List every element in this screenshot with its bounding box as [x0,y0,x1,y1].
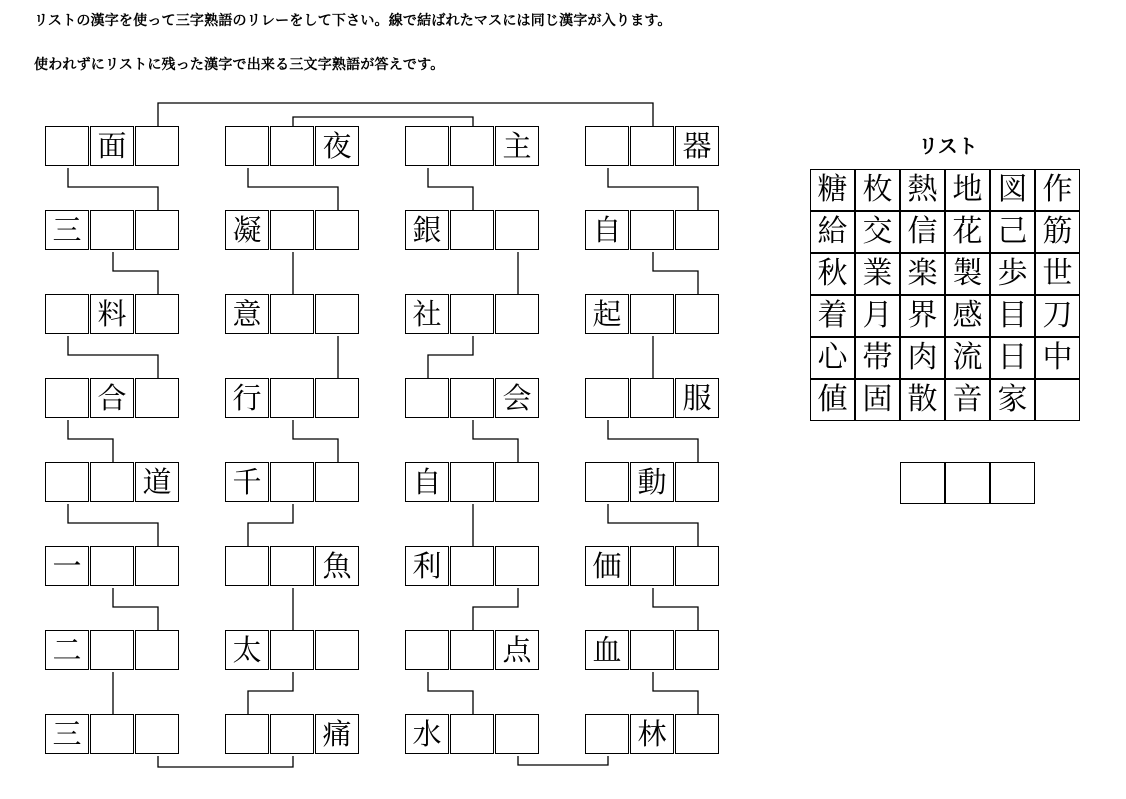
connector-line [653,672,698,714]
list-kanji-cell: 日 [990,337,1035,379]
puzzle-cell[interactable] [270,714,314,754]
puzzle-cell[interactable] [450,546,494,586]
connector-line [113,588,158,630]
list-kanji-cell: 給 [810,211,855,253]
list-kanji-cell: 音 [945,379,990,421]
list-kanji-cell: 信 [900,211,945,253]
list-kanji-cell: 業 [855,253,900,295]
puzzle-cell[interactable] [315,210,359,250]
puzzle-cell[interactable] [630,546,674,586]
puzzle-cell[interactable]: 太 [225,630,269,670]
list-kanji-cell: 筋 [1035,211,1080,253]
list-kanji-cell: 界 [900,295,945,337]
puzzle-cell[interactable] [450,210,494,250]
list-kanji-cell: 製 [945,253,990,295]
list-kanji-cell: 花 [945,211,990,253]
list-kanji-cell: 地 [945,169,990,211]
puzzle-cell[interactable]: 三 [45,210,89,250]
list-kanji-cell: 目 [990,295,1035,337]
puzzle-cell[interactable]: 銀 [405,210,449,250]
puzzle-cell[interactable] [630,210,674,250]
list-kanji-cell: 秋 [810,253,855,295]
list-title: リスト [918,134,978,158]
puzzle-cell[interactable] [270,210,314,250]
puzzle-cell[interactable]: 水 [405,714,449,754]
puzzle-cell[interactable] [225,714,269,754]
puzzle-cell[interactable]: 痛 [315,714,359,754]
puzzle-cell[interactable] [630,630,674,670]
puzzle-cell[interactable] [135,378,179,418]
puzzle-cell[interactable]: 料 [90,294,134,334]
puzzle-cell[interactable] [495,546,539,586]
puzzle-cell[interactable]: 起 [585,294,629,334]
connector-line [428,168,473,210]
list-kanji-cell: 値 [810,379,855,421]
puzzle-cell[interactable]: 一 [45,546,89,586]
puzzle-cell[interactable]: 主 [495,126,539,166]
puzzle-cell[interactable]: 千 [225,462,269,502]
puzzle-cell[interactable] [630,126,674,166]
list-kanji-cell: 枚 [855,169,900,211]
puzzle-cell[interactable] [45,462,89,502]
puzzle-cell[interactable]: 意 [225,294,269,334]
puzzle-cell[interactable] [315,462,359,502]
puzzle-cell[interactable] [135,294,179,334]
puzzle-cell[interactable] [270,462,314,502]
puzzle-cell[interactable] [495,294,539,334]
list-kanji-cell: 中 [1035,337,1080,379]
connector-line [68,336,158,378]
puzzle-cell[interactable] [585,126,629,166]
connector-line [68,504,158,546]
instruction-line-1: リストの漢字を使って三字熟語のリレーをして下さい。線で結ばれたマスには同じ漢字が入ります。 [34,13,672,29]
puzzle-cell[interactable] [405,630,449,670]
list-kanji-cell: 帯 [855,337,900,379]
puzzle-cell[interactable]: 行 [225,378,269,418]
puzzle-cell[interactable] [675,294,719,334]
puzzle-cell[interactable]: 林 [630,714,674,754]
connector-line [653,588,698,630]
connector-line [158,103,653,126]
list-kanji-cell: 刀 [1035,295,1080,337]
connector-line [473,420,518,462]
list-kanji-cell: 散 [900,379,945,421]
puzzle-cell[interactable] [450,462,494,502]
connector-line [473,588,518,630]
puzzle-cell[interactable]: 社 [405,294,449,334]
connector-line [428,672,473,714]
puzzle-cell[interactable] [495,210,539,250]
puzzle-cell[interactable] [585,378,629,418]
puzzle-cell[interactable]: 道 [135,462,179,502]
list-kanji-cell: 己 [990,211,1035,253]
puzzle-cell[interactable] [630,294,674,334]
puzzle-cell[interactable] [405,126,449,166]
connector-line [653,252,698,294]
instruction-line-2: 使われずにリストに残った漢字で出来る三文字熟語が答えです。 [34,57,445,73]
puzzle-cell[interactable] [90,714,134,754]
puzzle-cell[interactable] [270,630,314,670]
puzzle-cell[interactable] [315,630,359,670]
answer-cell[interactable] [945,462,990,504]
puzzle-cell[interactable] [270,294,314,334]
puzzle-cell[interactable]: 魚 [315,546,359,586]
puzzle-cell[interactable] [675,630,719,670]
list-kanji-cell: 交 [855,211,900,253]
connector-line [248,672,293,714]
list-kanji-cell: 楽 [900,253,945,295]
puzzle-cell[interactable]: 合 [90,378,134,418]
connector-line [293,420,338,462]
puzzle-cell[interactable] [495,714,539,754]
list-kanji-cell: 歩 [990,253,1035,295]
puzzle-cell[interactable]: 凝 [225,210,269,250]
puzzle-cell[interactable] [45,126,89,166]
puzzle-cell[interactable] [270,546,314,586]
connector-line [428,336,473,378]
puzzle-cell[interactable] [90,630,134,670]
list-kanji-cell: 心 [810,337,855,379]
list-kanji-cell: 感 [945,295,990,337]
puzzle-cell[interactable]: 二 [45,630,89,670]
connector-line [113,252,158,294]
puzzle-cell[interactable] [135,714,179,754]
puzzle-cell[interactable] [450,126,494,166]
puzzle-cell[interactable]: 面 [90,126,134,166]
puzzle-cell[interactable]: 点 [495,630,539,670]
answer-cell[interactable] [900,462,945,504]
puzzle-cell[interactable] [450,294,494,334]
puzzle-cell[interactable] [270,126,314,166]
connector-line [608,168,698,210]
puzzle-cell[interactable] [630,378,674,418]
list-kanji-cell: 着 [810,295,855,337]
puzzle-cell[interactable] [90,210,134,250]
connector-line [158,756,293,767]
answer-cell[interactable] [990,462,1035,504]
connector-line [68,168,158,210]
puzzle-cell[interactable]: 器 [675,126,719,166]
puzzle-cell[interactable] [225,126,269,166]
puzzle-cell[interactable]: 自 [405,462,449,502]
puzzle-cell[interactable] [495,462,539,502]
puzzle-cell[interactable] [315,294,359,334]
connector-line [608,420,698,462]
list-kanji-cell: 肉 [900,337,945,379]
list-kanji-cell: 図 [990,169,1035,211]
puzzle-cell[interactable] [135,126,179,166]
puzzle-cell[interactable] [675,210,719,250]
connector-line [608,504,698,546]
puzzle-cell[interactable] [90,546,134,586]
puzzle-cell[interactable] [135,630,179,670]
puzzle-cell[interactable] [135,546,179,586]
list-kanji-cell: 固 [855,379,900,421]
connector-line [68,420,113,462]
puzzle-cell[interactable] [675,714,719,754]
puzzle-cell[interactable] [90,462,134,502]
puzzle-cell[interactable] [405,378,449,418]
puzzle-cell[interactable] [450,630,494,670]
puzzle-cell[interactable]: 利 [405,546,449,586]
list-kanji-cell: 糖 [810,169,855,211]
list-kanji-cell [1035,379,1080,421]
puzzle-cell[interactable] [45,294,89,334]
list-kanji-cell: 作 [1035,169,1080,211]
puzzle-cell[interactable] [585,462,629,502]
list-kanji-cell: 月 [855,295,900,337]
puzzle-cell[interactable] [225,546,269,586]
puzzle-cell[interactable]: 会 [495,378,539,418]
list-kanji-cell: 家 [990,379,1035,421]
puzzle-cell[interactable] [675,462,719,502]
puzzle-cell[interactable]: 血 [585,630,629,670]
puzzle-cell[interactable] [675,546,719,586]
puzzle-cell[interactable] [135,210,179,250]
list-kanji-cell: 流 [945,337,990,379]
puzzle-cell[interactable] [45,378,89,418]
puzzle-cell[interactable]: 夜 [315,126,359,166]
connector-line [248,168,338,210]
puzzle-cell[interactable]: 価 [585,546,629,586]
connector-line [518,756,608,765]
puzzle-cell[interactable]: 三 [45,714,89,754]
connector-line [293,117,473,126]
puzzle-cell[interactable] [450,714,494,754]
puzzle-cell[interactable]: 動 [630,462,674,502]
puzzle-cell[interactable] [585,714,629,754]
connector-line [248,504,293,546]
puzzle-cell[interactable] [315,378,359,418]
puzzle-cell[interactable]: 自 [585,210,629,250]
puzzle-cell[interactable] [450,378,494,418]
list-kanji-cell: 世 [1035,253,1080,295]
puzzle-cell[interactable] [270,378,314,418]
list-kanji-cell: 熱 [900,169,945,211]
puzzle-cell[interactable]: 服 [675,378,719,418]
